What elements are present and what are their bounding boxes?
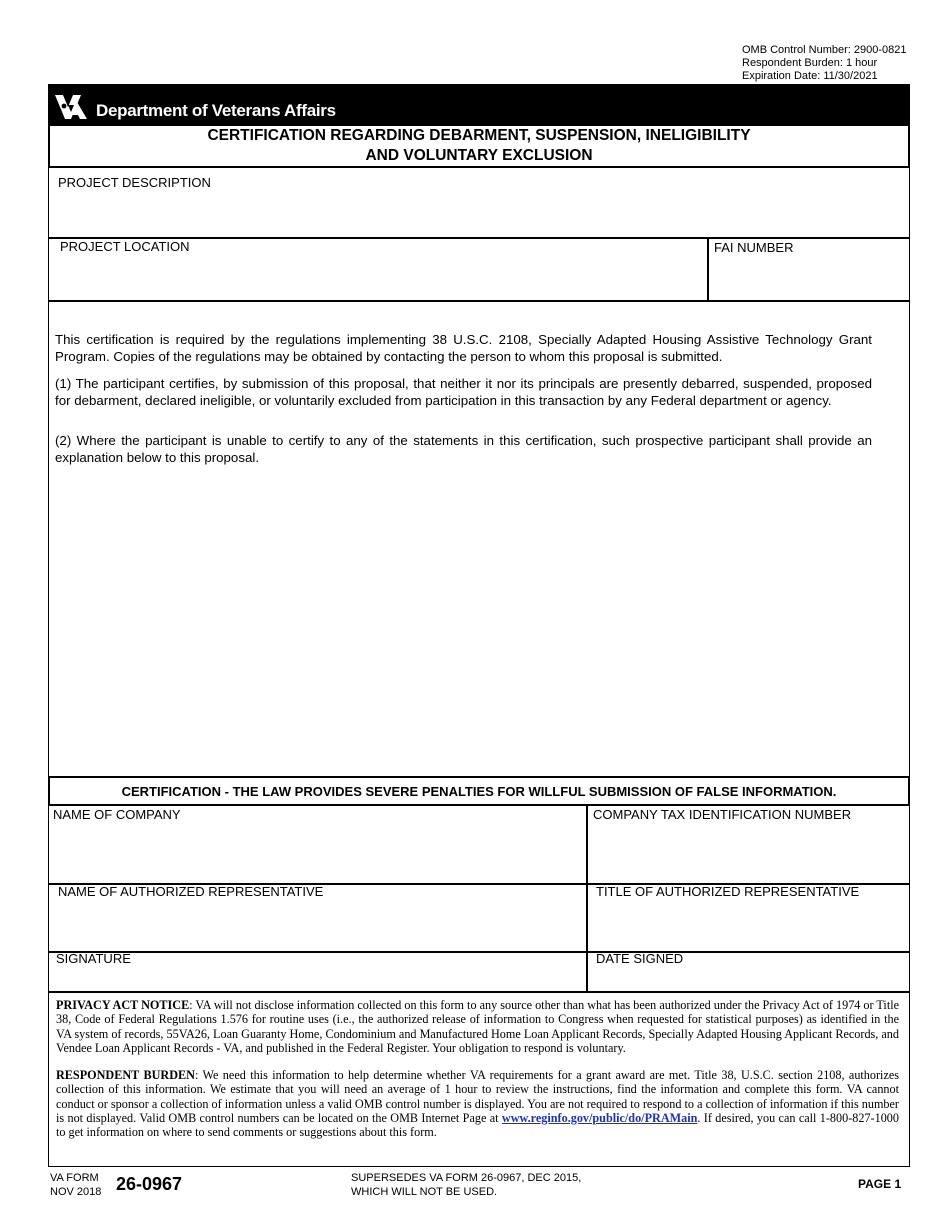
date-signed-field[interactable] (586, 951, 910, 993)
respondent-burden-notice (56, 1068, 899, 1139)
privacy-act-heading: PRIVACY ACT NOTICE (56, 998, 190, 1012)
signature-field[interactable] (48, 951, 588, 993)
form-revision-date: NOV 2018 (50, 1186, 102, 1198)
authorized-rep-field[interactable] (48, 883, 588, 953)
company-name-label: NAME OF COMPANY (53, 807, 181, 822)
va-seal-icon (54, 92, 88, 122)
rep-title-field[interactable] (586, 883, 910, 953)
respondent-burden-heading: RESPONDENT BURDEN (56, 1068, 195, 1082)
certification-banner: CERTIFICATION - THE LAW PROVIDES SEVERE PENALTIES FOR WILLFUL SUBMISSION OF FALSE INFORMATION. (48, 776, 910, 806)
supersedes-line-2: WHICH WILL NOT BE USED. (351, 1186, 498, 1198)
project-description-label: PROJECT DESCRIPTION (58, 175, 211, 190)
fai-number-label: FAI NUMBER (714, 240, 794, 255)
pra-main-link[interactable]: www.reginfo.gov/public/do/PRAMain (501, 1110, 698, 1125)
privacy-act-text: : VA will not disclose information collected on this form to any source other than what has been authorized under the Privacy Act of 1974 or Title 38, Code of Federal Regulations 1.576 for routine uses (i.e., the authorized release of information to Congress when requested for statistical purposes) as identified in the VA system of records, 55VA26, Loan Guaranty Home, Condominium and Manufactured Home Loan Applicant Records, Specially Adapted Housing Applicant Records, and Vendee Loan Applicant Records - VA, and published in the Federal Register. Your obligation to respond is voluntary. (56, 998, 900, 1055)
expiration-date: Expiration Date: 11/30/2021 (742, 70, 878, 82)
intro-paragraph: This certification is required by the regulations implementing 38 U.S.C. 2108, Specially Adapted Housing Assistive Technology Grant Program. Copies of the regulations may be obtained by contacting the person to whom this proposal is submitted. (55, 332, 872, 364)
respondent-burden-text: : We need this information to help determine whether VA requirements for a grant award are met. Title 38, U.S.C. section 2108, authorizes collection of this information. We estimate that you will need an average of 1 hour to review the instructions, find the information and complete this form. VA cannot conduct or sponsor a collection of information unless a valid OMB control number is displayed. You are not required to respond to a collection of information if this number is not displayed. Valid OMB control numbers can be located on the OMB Internet Page at (56, 1068, 900, 1125)
signature-label: SIGNATURE (56, 951, 131, 966)
form-title-line-1: CERTIFICATION REGARDING DEBARMENT, SUSPENSION, INELIGIBILITY (207, 127, 751, 144)
date-signed-label: DATE SIGNED (596, 951, 684, 966)
form-number: 26-0967 (116, 1174, 183, 1194)
va-form-label: VA FORM (50, 1172, 99, 1184)
company-tax-id-label: COMPANY TAX IDENTIFICATION NUMBER (593, 807, 852, 822)
omb-control-number: OMB Control Number: 2900-0821 (742, 44, 907, 56)
certification-item-1: (1) The participant certifies, by submission of this proposal, that neither it nor its principals are presently debarred, suspended, proposed for debarment, declared ineligible, or voluntarily excluded from participation in this transaction by any Federal department or agency. (55, 376, 872, 408)
certification-item-2: (2) Where the participant is unable to certify to any of the statements in this certification, such prospective participant shall provide an explanation below to this proposal. (55, 433, 872, 465)
respondent-burden-text-end: . If desired, you can call 1-800-827-1000 to get information on where to send comments or suggestions about this form. (56, 1110, 899, 1140)
page-number: PAGE 1 (858, 1177, 902, 1191)
project-description-field[interactable] (48, 167, 910, 239)
respondent-burden-hours: Respondent Burden: 1 hour (742, 57, 878, 69)
project-location-field[interactable] (48, 237, 709, 302)
project-location-label: PROJECT LOCATION (60, 239, 190, 254)
explanation-area[interactable] (48, 300, 910, 778)
form-title (48, 126, 910, 168)
rep-title-label: TITLE OF AUTHORIZED REPRESENTATIVE (596, 884, 860, 899)
department-name: Department of Veterans Affairs (96, 101, 336, 120)
company-tax-id-field[interactable] (586, 805, 910, 885)
company-name-field[interactable] (48, 805, 588, 885)
fai-number-field[interactable] (707, 237, 910, 302)
authorized-rep-label: NAME OF AUTHORIZED REPRESENTATIVE (58, 884, 324, 899)
privacy-act-notice (56, 998, 899, 1055)
supersedes-line-1: SUPERSEDES VA FORM 26-0967, DEC 2015, (351, 1172, 582, 1184)
form-title-line-2: AND VOLUNTARY EXCLUSION (365, 147, 593, 164)
omb-info (742, 44, 906, 83)
